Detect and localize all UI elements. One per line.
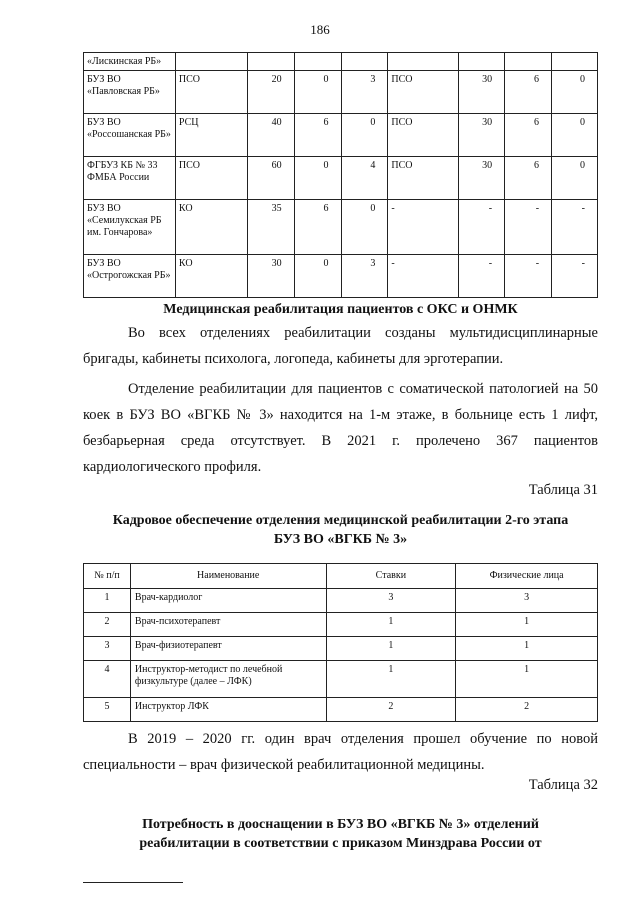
table-row: [84, 661, 598, 698]
persons-value: 2: [456, 698, 598, 722]
position-name: Врач-психотерапевт: [130, 613, 326, 637]
cell-value: 40: [247, 114, 294, 157]
row-number: 3: [84, 637, 131, 661]
rates-value: 1: [326, 661, 456, 698]
facilities-table-continued: [83, 52, 598, 298]
position-name: Инструктор ЛФК: [130, 698, 326, 722]
table-row: [84, 200, 598, 255]
cell-value: 0: [552, 71, 598, 114]
cell-value: 6: [294, 114, 341, 157]
persons-value: 3: [456, 589, 598, 613]
cell-type: КО: [175, 200, 247, 255]
table-label: Таблица 32: [528, 777, 598, 793]
cell-value: 0: [294, 71, 341, 114]
table-title: [83, 511, 598, 549]
cell-type: ПСО: [388, 157, 459, 200]
row-number: 5: [84, 698, 131, 722]
section-heading: Медицинская реабилитация пациентов с ОКС и ОНМК: [163, 302, 518, 317]
cell-value: 6: [505, 114, 552, 157]
cell-value: -: [505, 200, 552, 255]
table-title-line: Потребность в дооснащении в БУЗ ВО «ВГКБ № 3» отделений: [142, 817, 539, 832]
cell-value: 3: [341, 255, 388, 298]
cell-value: 0: [552, 114, 598, 157]
row-number: 4: [84, 661, 131, 698]
column-header: Ставки: [326, 564, 456, 589]
cell-value: -: [552, 255, 598, 298]
column-header: Наименование: [130, 564, 326, 589]
facility-name: БУЗ ВО «Павловская РБ»: [84, 71, 176, 114]
facility-name: ФГБУЗ КБ № 33 ФМБА России: [84, 157, 176, 200]
cell-type: -: [388, 255, 459, 298]
column-header: Физические лица: [456, 564, 598, 589]
row-number: 2: [84, 613, 131, 637]
table-row: [84, 589, 598, 613]
cell-value: -: [459, 200, 505, 255]
table-title-line: реабилитации в соответствии с приказом Минздрава России от: [139, 836, 542, 851]
cell-value: 6: [505, 71, 552, 114]
cell-value: 20: [247, 71, 294, 114]
cell-type: КО: [175, 255, 247, 298]
facility-name: «Лискинская РБ»: [84, 53, 176, 71]
cell-value: 35: [247, 200, 294, 255]
cell-value: 0: [341, 114, 388, 157]
table-row: [84, 157, 598, 200]
cell-value: 0: [552, 157, 598, 200]
cell-value: 0: [294, 255, 341, 298]
table-header-row: [84, 564, 598, 589]
cell-type: ПСО: [175, 157, 247, 200]
table-row: [84, 637, 598, 661]
facility-name: БУЗ ВО «Острогожская РБ»: [84, 255, 176, 298]
paragraph: Отделение реабилитации для пациентов с соматической патологией на 50 коек в БУЗ ВО «ВГКБ № 3» находится на 1-м этаже, в больнице есть 1 лифт, безбарьерная среда отсутствует. В 2021 г. пролечено 367 пациентов кардиологического профиля.: [83, 381, 598, 475]
table-row: [84, 114, 598, 157]
table-row: [84, 613, 598, 637]
cell-value: 6: [294, 200, 341, 255]
cell-value: 0: [341, 200, 388, 255]
table-row: [84, 698, 598, 722]
cell-type: ПСО: [388, 71, 459, 114]
persons-value: 1: [456, 661, 598, 698]
facility-name: БУЗ ВО «Россошанская РБ»: [84, 114, 176, 157]
rates-value: 2: [326, 698, 456, 722]
cell-value: 6: [505, 157, 552, 200]
cell-value: 60: [247, 157, 294, 200]
position-name: Врач-физиотерапевт: [130, 637, 326, 661]
cell-type: ПСО: [388, 114, 459, 157]
cell-value: 30: [459, 71, 505, 114]
persons-value: 1: [456, 613, 598, 637]
cell-type: ПСО: [175, 71, 247, 114]
cell-type: -: [388, 200, 459, 255]
paragraph: Во всех отделениях реабилитации созданы мультидисциплинарные бригады, кабинеты психолога, логопеда, кабинеты для эрготерапии.: [83, 325, 598, 367]
cell-value: 4: [341, 157, 388, 200]
row-number: 1: [84, 589, 131, 613]
cell-value: -: [459, 255, 505, 298]
table-row: [84, 53, 598, 71]
cell-value: 0: [294, 157, 341, 200]
facility-name: БУЗ ВО «Семилукская РБ им. Гончарова»: [84, 200, 176, 255]
table-title-line: БУЗ ВО «ВГКБ № 3»: [273, 532, 408, 547]
rates-value: 3: [326, 589, 456, 613]
table-row: [84, 255, 598, 298]
cell-value: -: [552, 200, 598, 255]
cell-value: 30: [459, 114, 505, 157]
cell-value: -: [505, 255, 552, 298]
paragraph: В 2019 – 2020 гг. один врач отделения прошел обучение по новой специальности – врач физической реабилитационной медицины.: [83, 731, 598, 773]
table-title-line: Кадровое обеспечение отделения медицинской реабилитации 2-го этапа: [112, 513, 569, 528]
footnote-divider: [83, 882, 183, 883]
rates-value: 1: [326, 613, 456, 637]
table-row: [84, 71, 598, 114]
staffing-table: [83, 563, 598, 722]
persons-value: 1: [456, 637, 598, 661]
cell-value: 3: [341, 71, 388, 114]
cell-value: 30: [247, 255, 294, 298]
rates-value: 1: [326, 637, 456, 661]
page-number: 186: [310, 22, 330, 37]
table-label: Таблица 31: [528, 482, 598, 498]
table-title: [83, 815, 598, 853]
column-header: № п/п: [84, 564, 131, 589]
cell-type: РСЦ: [175, 114, 247, 157]
position-name: Врач-кардиолог: [130, 589, 326, 613]
position-name: Инструктор-методист по лечебной физкультуре (далее – ЛФК): [130, 661, 326, 698]
cell-value: 30: [459, 157, 505, 200]
